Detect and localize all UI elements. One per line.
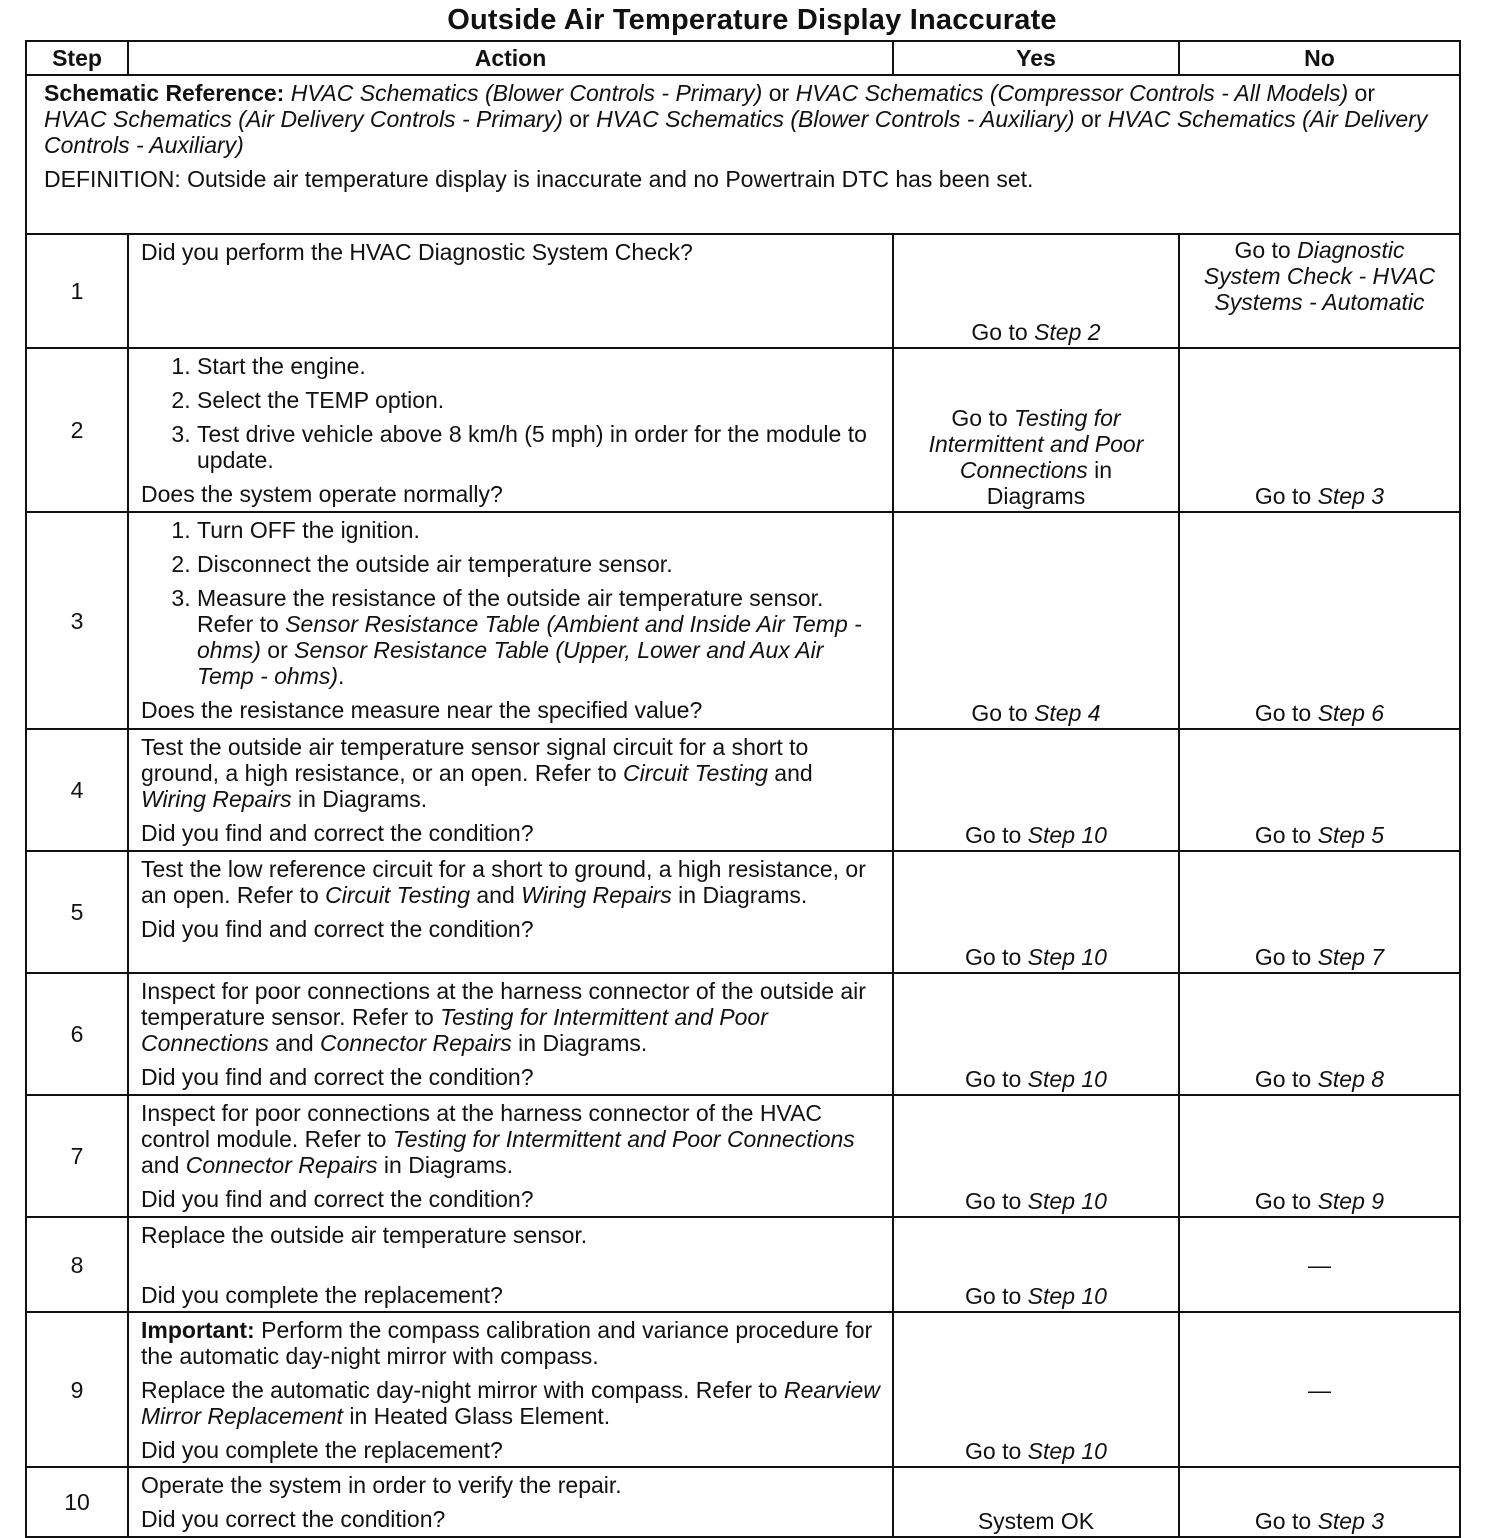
- list-item: 2. Select the TEMP option.: [197, 387, 882, 413]
- yes-suffix: in Diagrams: [986, 457, 1113, 509]
- step-text-part: Inspect for poor connections at the harness connector of the HVAC control module. Refer to: [141, 1100, 823, 1152]
- yes-link[interactable]: Testing for Intermittent and Poor Connections: [928, 405, 1144, 483]
- yes-cell: [893, 1467, 1179, 1537]
- yes-cell: [893, 512, 1179, 729]
- step-text-part: in Diagrams.: [671, 882, 808, 908]
- no-link[interactable]: Step 8: [1317, 1066, 1385, 1092]
- list-item-text: or: [260, 637, 295, 663]
- reference-or: or: [762, 80, 796, 106]
- go-to-text: Go to: [965, 822, 1028, 848]
- yes-link[interactable]: Step 10: [1027, 944, 1107, 970]
- table-row: [26, 729, 1460, 851]
- step-number: 5: [26, 851, 128, 973]
- no-link[interactable]: Step 9: [1317, 1188, 1385, 1214]
- go-to-text: Go to: [971, 700, 1035, 726]
- step-action: [128, 512, 893, 729]
- step-question: Did you find and correct the condition?: [141, 916, 534, 942]
- step-number: 9: [26, 1312, 128, 1467]
- step-text: Operate the system in order to verify the repair.: [141, 1472, 622, 1498]
- step-number: 6: [26, 973, 128, 1095]
- no-link[interactable]: Step 6: [1317, 700, 1385, 726]
- step-number: 2: [26, 348, 128, 512]
- yes-link[interactable]: Step 10: [1027, 1188, 1107, 1214]
- reference-link[interactable]: Sensor Resistance Table (Upper, Lower and Aux Air Temp - ohms): [197, 637, 824, 689]
- no-cell: [1179, 1467, 1460, 1537]
- no-link[interactable]: Step 5: [1317, 822, 1385, 848]
- step-text-part: in Diagrams.: [291, 786, 428, 812]
- step-text-part: Test the outside air temperature sensor signal circuit for a short to ground, a high resistance, or an open. Refer to: [141, 734, 809, 786]
- step-action: [128, 1217, 893, 1312]
- step-number: 10: [26, 1467, 128, 1537]
- go-to-text: Go to: [1254, 1508, 1318, 1534]
- reference-link[interactable]: HVAC Schematics (Blower Controls - Primary): [290, 80, 763, 106]
- no-link[interactable]: Step 7: [1317, 944, 1385, 970]
- reference-link[interactable]: Wiring Repairs: [521, 882, 672, 908]
- yes-cell: [893, 1217, 1179, 1312]
- step-text-part: Inspect for poor connections at the harness connector of the outside air temperature sensor. Refer to: [141, 978, 866, 1030]
- step-text: [141, 1100, 882, 1178]
- header-no: No: [1179, 41, 1460, 75]
- list-item: [197, 585, 882, 689]
- yes-link[interactable]: Step 2: [1034, 319, 1101, 345]
- list-item: 1. Turn OFF the ignition.: [197, 517, 882, 543]
- reference-link[interactable]: HVAC Schematics (Air Delivery Controls - Primary): [44, 106, 563, 132]
- table-row: [26, 1217, 1460, 1312]
- reference-or: or: [1074, 106, 1108, 132]
- step-number: 4: [26, 729, 128, 851]
- step-action: [128, 1095, 893, 1217]
- step-action: [128, 348, 893, 512]
- step-action: [128, 973, 893, 1095]
- step-text-part: in Diagrams.: [511, 1030, 648, 1056]
- reference-link[interactable]: Rearview Mirror Replacement: [141, 1377, 880, 1429]
- list-item: 3. Test drive vehicle above 8 km/h (5 mph) in order for the module to update.: [197, 421, 882, 473]
- no-cell: [1179, 1312, 1460, 1467]
- list-item-text: .: [338, 663, 345, 689]
- yes-cell: [893, 729, 1179, 851]
- step-text: [141, 734, 882, 812]
- no-dash: —: [1308, 1251, 1331, 1278]
- yes-cell: [893, 851, 1179, 973]
- reference-or: or: [1348, 80, 1375, 106]
- table-row: [26, 1467, 1460, 1537]
- step-question: Did you complete the replacement?: [141, 1437, 503, 1463]
- step-text-part: and: [767, 760, 813, 786]
- no-cell: [1179, 729, 1460, 851]
- diagnostic-table: [25, 40, 1461, 1538]
- header-row: [26, 41, 1460, 75]
- reference-link[interactable]: Wiring Repairs: [141, 786, 292, 812]
- step-list: [141, 353, 882, 473]
- schematic-reference: [26, 75, 1460, 234]
- reference-label: Schematic Reference:: [44, 80, 285, 106]
- go-to-text: Go to: [965, 1438, 1028, 1464]
- no-cell: [1179, 973, 1460, 1095]
- yes-cell: [893, 1095, 1179, 1217]
- go-to-text: Go to: [965, 1283, 1028, 1309]
- reference-row: [26, 75, 1460, 234]
- yes-cell: [893, 348, 1179, 512]
- go-to-text: Go to: [1254, 483, 1318, 509]
- step-question: Does the system operate normally?: [141, 481, 503, 507]
- go-to-text: Go to: [1254, 1066, 1318, 1092]
- step-question: Did you complete the replacement?: [141, 1282, 503, 1308]
- reference-link[interactable]: Sensor Resistance Table (Ambient and Inside Air Temp - ohms): [197, 611, 862, 663]
- go-to-text: Go to: [1254, 1188, 1318, 1214]
- step-list: [141, 517, 882, 689]
- step-text-part: in Diagrams.: [377, 1152, 514, 1178]
- step-text-part: Test the low reference circuit for a short to ground, a high resistance, or an open. Refer to: [141, 856, 866, 908]
- list-item: 1. Start the engine.: [197, 353, 882, 379]
- step-text-part: and: [470, 882, 522, 908]
- important-label: Important:: [141, 1317, 255, 1343]
- header-step: Step: [26, 41, 128, 75]
- step-text: Replace the outside air temperature sensor.: [141, 1222, 588, 1248]
- reference-link[interactable]: Connector Repairs: [185, 1152, 378, 1178]
- step-number: 8: [26, 1217, 128, 1312]
- step-question: Does the resistance measure near the specified value?: [141, 697, 703, 723]
- step-text-part: Replace the automatic day-night mirror with compass. Refer to: [141, 1377, 784, 1403]
- go-to-text: Go to: [965, 944, 1028, 970]
- important-note: [141, 1317, 882, 1369]
- no-cell: [1179, 348, 1460, 512]
- step-action: [128, 851, 893, 973]
- step-text: [141, 978, 882, 1056]
- step-action: [128, 1312, 893, 1467]
- table-row: [26, 1312, 1460, 1467]
- table-row: [26, 234, 1460, 348]
- step-question: Did you find and correct the condition?: [141, 1186, 534, 1212]
- reference-link[interactable]: HVAC Schematics (Blower Controls - Auxiliary): [596, 106, 1075, 132]
- yes-cell: [893, 1312, 1179, 1467]
- reference-link[interactable]: Circuit Testing: [623, 760, 768, 786]
- header-action: Action: [128, 41, 893, 75]
- yes-link[interactable]: Step 10: [1027, 1438, 1107, 1464]
- step-text-part: in Heated Glass Element.: [342, 1403, 611, 1429]
- step-question: Did you find and correct the condition?: [141, 820, 534, 846]
- page-title: Outside Air Temperature Display Inaccurate: [447, 4, 1057, 36]
- no-link[interactable]: Step 3: [1317, 1508, 1385, 1534]
- step-text-part: and: [268, 1030, 321, 1056]
- step-text: [141, 856, 882, 908]
- step-action: [128, 234, 893, 348]
- yes-link[interactable]: Step 4: [1034, 700, 1101, 726]
- no-cell: [1179, 234, 1460, 348]
- go-to-text: Go to: [965, 1066, 1028, 1092]
- reference-link[interactable]: HVAC Schematics (Compressor Controls - All Models): [795, 80, 1349, 106]
- header-yes: Yes: [893, 41, 1179, 75]
- list-item-text: Measure the resistance of the outside air temperature sensor. Refer to: [197, 585, 824, 637]
- step-question: Did you find and correct the condition?: [141, 1064, 534, 1090]
- step-question: Did you correct the condition?: [141, 1506, 446, 1532]
- step-question: Did you perform the HVAC Diagnostic System Check?: [141, 239, 693, 265]
- yes-text: System OK: [977, 1508, 1095, 1534]
- table-row: [26, 1095, 1460, 1217]
- no-cell: [1179, 1095, 1460, 1217]
- no-link[interactable]: Step 3: [1317, 483, 1385, 509]
- reference-link[interactable]: Connector Repairs: [320, 1030, 512, 1056]
- important-text: Perform the compass calibration and variance procedure for the automatic day-night mirror with compass.: [141, 1317, 873, 1369]
- no-cell: [1179, 512, 1460, 729]
- reference-link[interactable]: Testing for Intermittent and Poor Connections: [392, 1126, 855, 1152]
- step-number: 7: [26, 1095, 128, 1217]
- step-number: 1: [26, 234, 128, 348]
- schematic-reference-text: [44, 80, 1443, 158]
- list-item: 2. Disconnect the outside air temperature sensor.: [197, 551, 882, 577]
- yes-cell: [893, 234, 1179, 348]
- reference-link[interactable]: Circuit Testing: [325, 882, 470, 908]
- reference-or: or: [562, 106, 597, 132]
- table-row: [26, 348, 1460, 512]
- no-cell: [1179, 1217, 1460, 1312]
- go-to-text: Go to: [1234, 237, 1298, 263]
- step-number: 3: [26, 512, 128, 729]
- go-to-text: Go to: [1254, 944, 1318, 970]
- yes-link[interactable]: Step 10: [1027, 1283, 1107, 1309]
- go-to-text: Go to: [1254, 822, 1318, 848]
- step-text: [141, 1377, 882, 1429]
- yes-link[interactable]: Step 10: [1027, 822, 1107, 848]
- definition: DEFINITION: Outside air temperature display is inaccurate and no Powertrain DTC has been set.: [44, 166, 1034, 192]
- reference-link[interactable]: HVAC Schematics (Air Delivery Controls - Auxiliary): [44, 106, 1428, 158]
- go-to-text: Go to: [971, 319, 1035, 345]
- no-link[interactable]: Diagnostic System Check - HVAC Systems - Automatic: [1203, 237, 1436, 315]
- go-to-text: Go to: [965, 1188, 1028, 1214]
- table-row: [26, 973, 1460, 1095]
- step-text-part: and: [141, 1152, 186, 1178]
- yes-link[interactable]: Step 10: [1027, 1066, 1107, 1092]
- yes-cell: [893, 973, 1179, 1095]
- no-dash: —: [1308, 1376, 1331, 1403]
- no-cell: [1179, 851, 1460, 973]
- reference-link[interactable]: Testing for Intermittent and Poor Connections: [141, 1004, 768, 1056]
- table-row: [26, 851, 1460, 973]
- go-to-text: Go to: [1254, 700, 1318, 726]
- table-row: [26, 512, 1460, 729]
- go-to-text: Go to: [951, 405, 1015, 431]
- step-action: [128, 1467, 893, 1537]
- step-action: [128, 729, 893, 851]
